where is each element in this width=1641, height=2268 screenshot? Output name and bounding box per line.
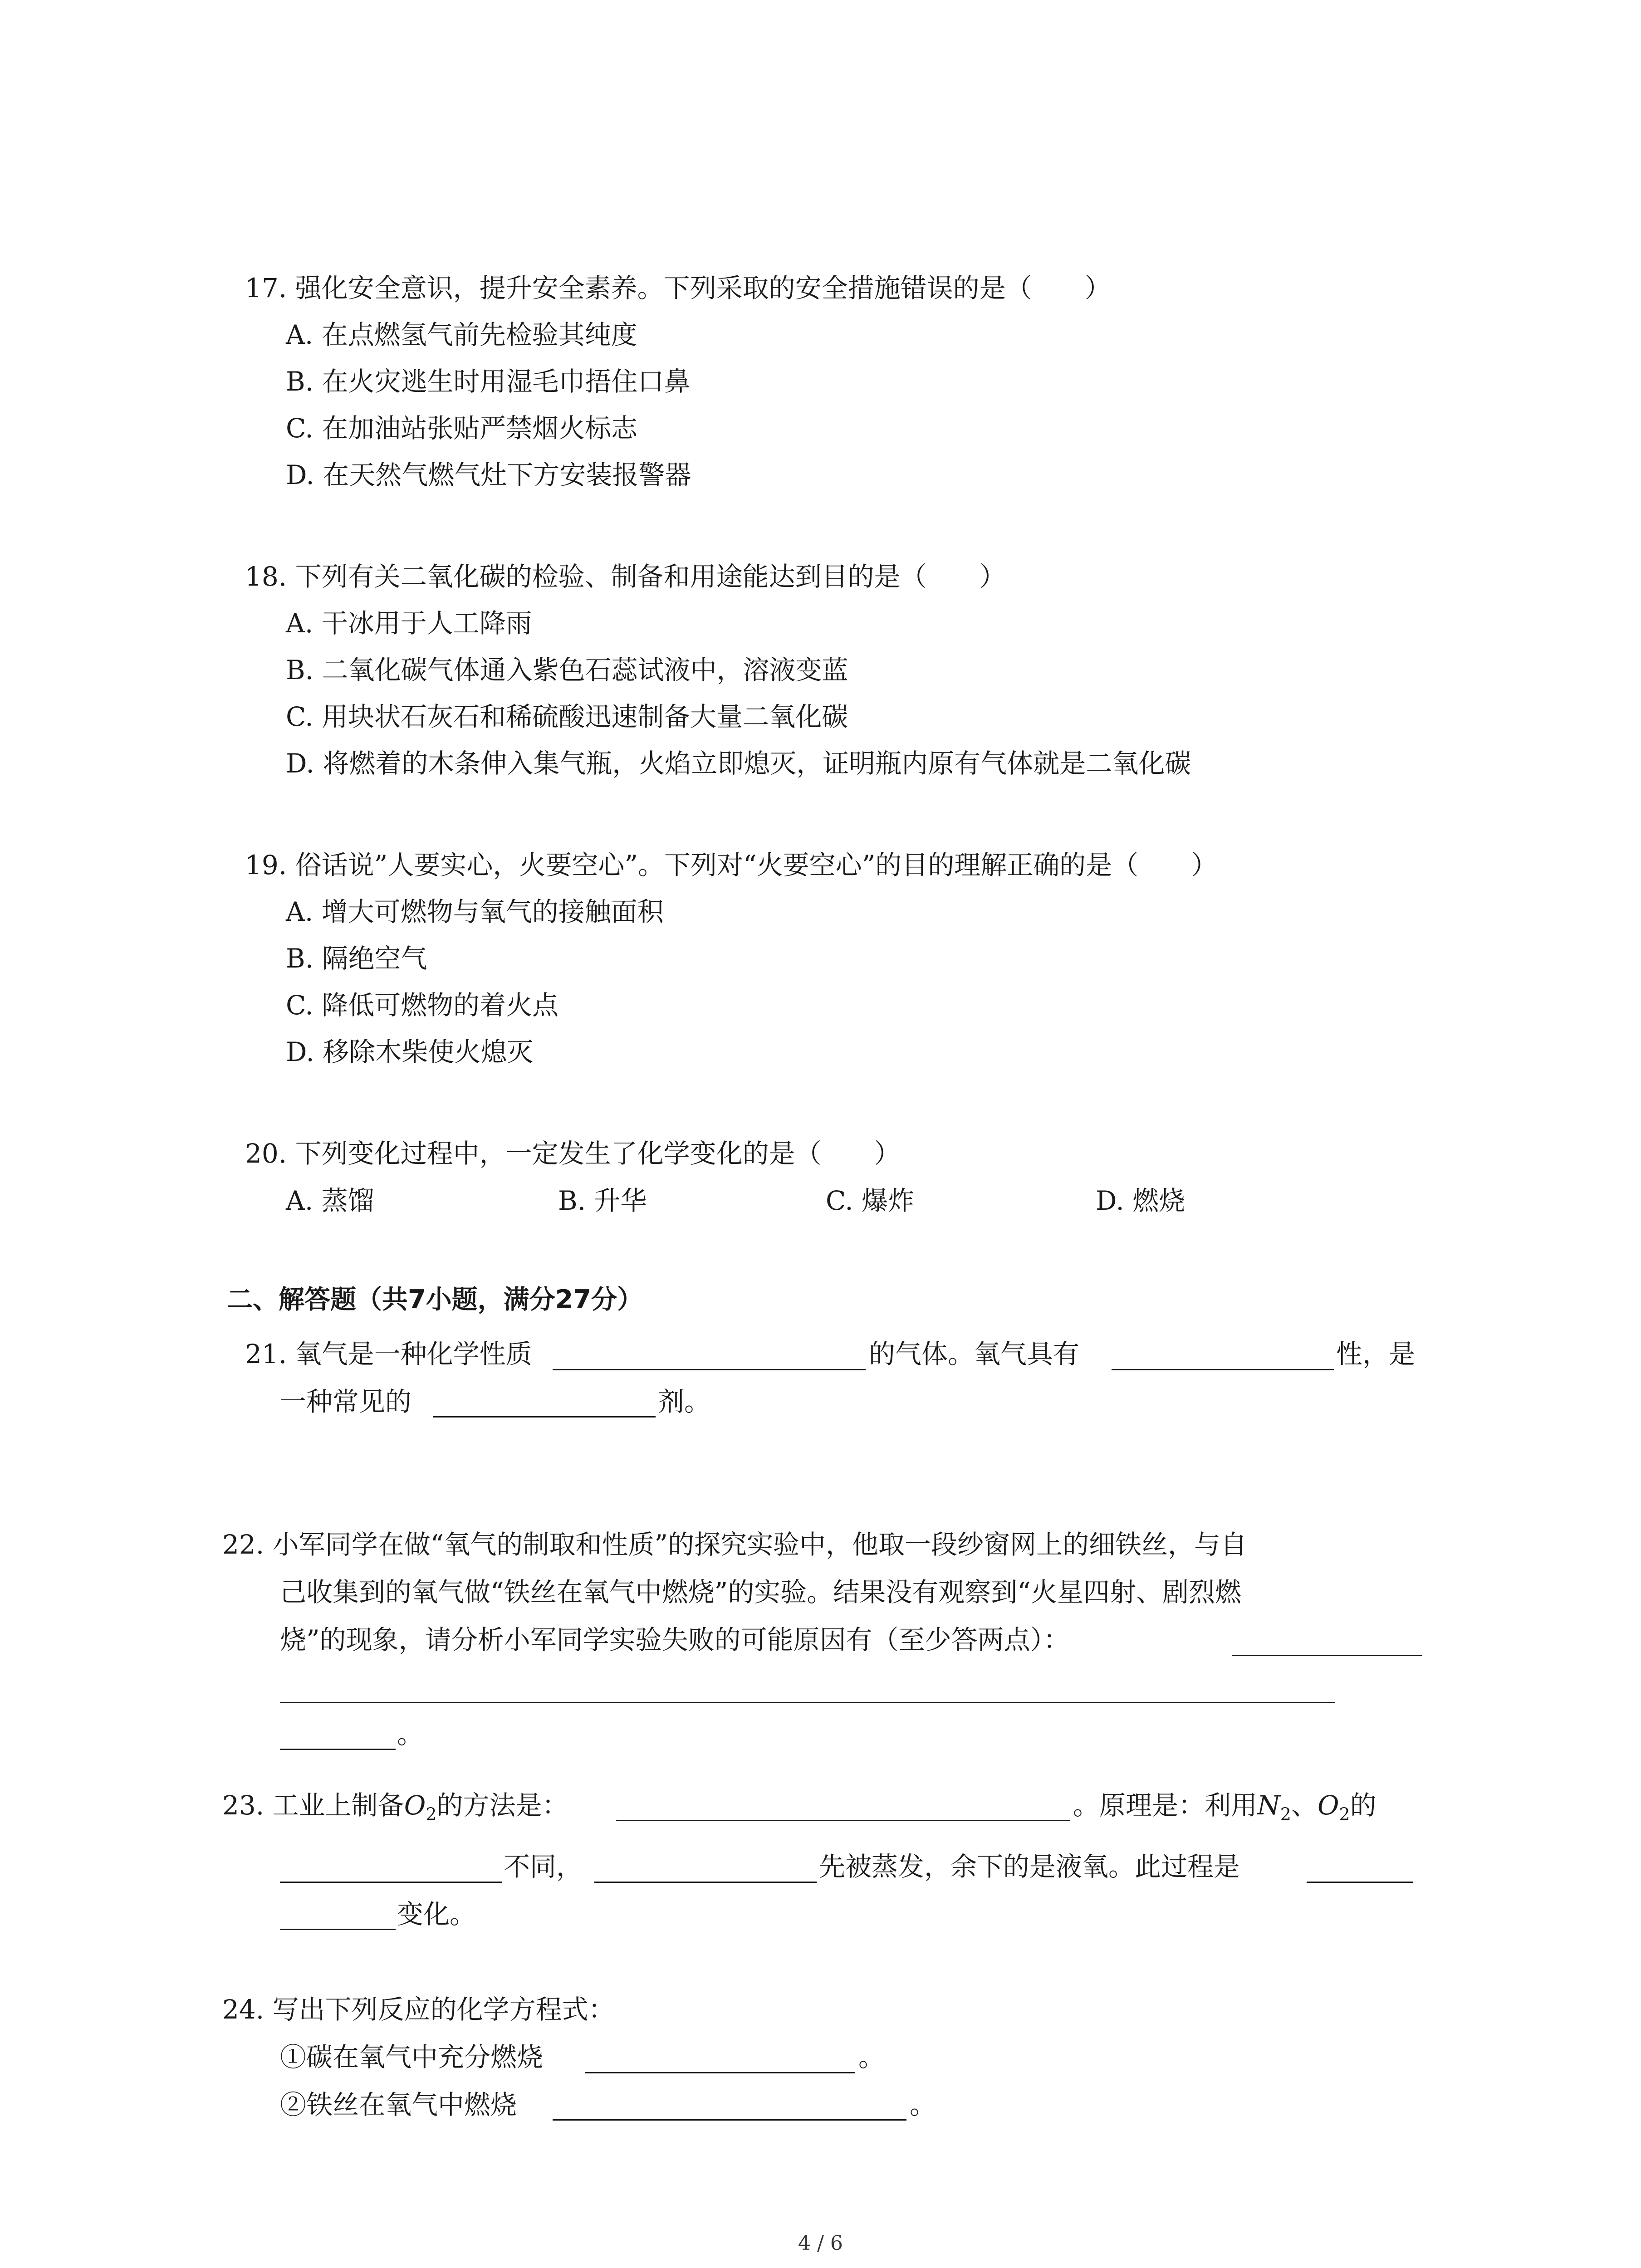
question-24-item-2-end: 。	[910, 2089, 936, 2120]
question-22-line2: 己收集到的氧气做“铁丝在氧气中燃烧”的实验。结果没有观察到“火星四射、剧烈燃	[280, 1577, 1241, 1608]
question-20-option-d: D. 燃烧	[1096, 1185, 1185, 1216]
question-20-option-a: A. 蒸馏	[286, 1185, 374, 1216]
question-21-text-part2: 的气体。氧气具有	[869, 1339, 1080, 1369]
o2-subscript: 2	[426, 1804, 437, 1824]
question-22-end: 。	[397, 1719, 424, 1750]
question-20-option-c: C. 爆炸	[826, 1185, 915, 1216]
answer-blank[interactable]	[594, 1882, 817, 1883]
o2-subscript: 2	[1339, 1804, 1350, 1824]
question-19-option-d: D. 移除木柴使火熄灭	[286, 1036, 534, 1067]
answer-blank[interactable]	[616, 1820, 1070, 1821]
question-19-stem: 19. 俗话说”人要实心，火要空心”。下列对“火要空心”的目的理解正确的是（ ）	[245, 850, 1218, 880]
question-18-option-c: C. 用块状石灰石和稀硫酸迅速制备大量二氧化碳	[286, 701, 848, 732]
n2-symbol: N	[1257, 1790, 1280, 1821]
o2-symbol: O	[1317, 1790, 1339, 1821]
question-17-option-d: D. 在天然气燃气灶下方安装报警器	[286, 459, 691, 490]
question-19-option-c: C. 降低可燃物的着火点	[286, 990, 559, 1021]
answer-blank[interactable]	[585, 2072, 855, 2073]
answer-blank[interactable]	[280, 1749, 396, 1750]
answer-blank[interactable]	[1112, 1369, 1334, 1370]
question-18-option-a: A. 干冰用于人工降雨	[286, 608, 532, 639]
question-17-option-c: C. 在加油站张贴严禁烟火标志	[286, 413, 638, 444]
question-23-text-part2: 的方法是：	[436, 1790, 568, 1821]
question-24-item-1: ①碳在氧气中充分燃烧	[280, 2042, 544, 2072]
question-23-line2-part1: 不同，	[504, 1851, 583, 1882]
answer-blank[interactable]	[280, 1929, 396, 1930]
question-23-text-part4: 的	[1350, 1790, 1376, 1821]
question-19-option-a: A. 增大可燃物与氧气的接触面积	[286, 896, 664, 927]
answer-blank[interactable]	[280, 1702, 1335, 1703]
question-20-stem: 20. 下列变化过程中，一定发生了化学变化的是（ ）	[245, 1138, 901, 1169]
answer-blank[interactable]	[553, 1369, 866, 1370]
question-23-line3: 变化。	[397, 1899, 476, 1930]
answer-blank[interactable]	[280, 1882, 502, 1883]
question-23-line2-part2: 先被蒸发，余下的是液氧。此过程是	[819, 1851, 1240, 1882]
question-23-text-part1: 23. 工业上制备	[222, 1790, 404, 1821]
question-18-option-d: D. 将燃着的木条伸入集气瓶，火焰立即熄灭，证明瓶内原有气体就是二氧化碳	[286, 748, 1191, 779]
question-22-line3: 烧”的现象，请分析小军同学实验失败的可能原因有（至少答两点）：	[280, 1624, 1070, 1655]
o2-symbol: O	[404, 1790, 426, 1821]
question-20-option-b: B. 升华	[558, 1185, 647, 1216]
section-heading: 二、解答题（共7小题，满分27分）	[227, 1285, 643, 1315]
question-17-option-a: A. 在点燃氢气前先检验其纯度	[286, 319, 637, 350]
question-18-stem: 18. 下列有关二氧化碳的检验、制备和用途能达到目的是（ ）	[245, 561, 1006, 592]
question-17-option-b: B. 在火灾逃生时用湿毛巾捂住口鼻	[286, 366, 691, 397]
comma-separator: 、	[1291, 1790, 1318, 1821]
page-number: 4 / 6	[798, 2232, 843, 2255]
n2-subscript: 2	[1280, 1804, 1291, 1824]
question-24-stem: 24. 写出下列反应的化学方程式：	[222, 1994, 615, 2025]
answer-blank[interactable]	[553, 2119, 906, 2121]
question-24-item-1-end: 。	[858, 2042, 885, 2072]
question-21-line2-start: 一种常见的	[280, 1386, 412, 1417]
question-23-line1-start	[222, 1789, 568, 1830]
question-17-stem: 17. 强化安全意识，提升安全素养。下列采取的安全措施错误的是（ ）	[245, 273, 1111, 303]
question-21-text-part3: 性，是	[1336, 1339, 1416, 1369]
question-19-option-b: B. 隔绝空气	[286, 943, 427, 974]
answer-blank[interactable]	[1307, 1882, 1413, 1883]
question-18-option-b: B. 二氧化碳气体通入紫色石蕊试液中，溶液变蓝	[286, 655, 848, 685]
question-24-item-2: ②铁丝在氧气中燃烧	[280, 2089, 517, 2120]
answer-blank[interactable]	[433, 1416, 656, 1418]
question-21-line2-end: 剂。	[658, 1386, 711, 1417]
question-23-line1-end	[1073, 1789, 1376, 1830]
answer-blank[interactable]	[1232, 1655, 1422, 1656]
question-22-line1: 22. 小军同学在做“氧气的制取和性质”的探究实验中，他取一段纱窗网上的细铁丝，与自	[222, 1529, 1247, 1560]
question-23-text-part3: 。原理是：利用	[1073, 1790, 1258, 1821]
question-21-text-part1: 21. 氧气是一种化学性质	[245, 1339, 532, 1369]
